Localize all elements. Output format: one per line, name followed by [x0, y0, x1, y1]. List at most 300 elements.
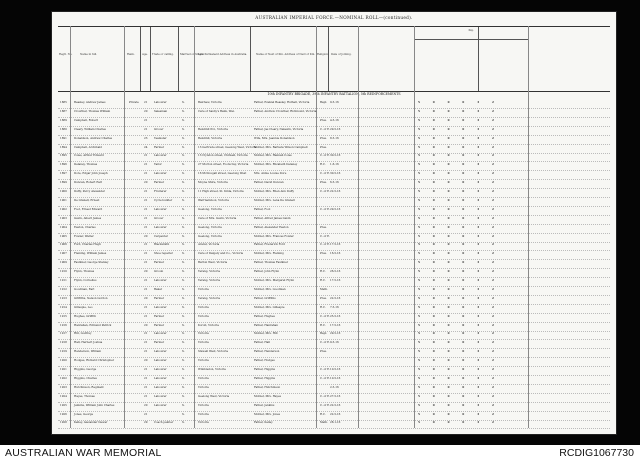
address: Barton West, Victoria	[198, 260, 228, 265]
trade: Blacksmith	[154, 242, 170, 247]
trade: Salesman	[154, 108, 168, 113]
age: 21	[144, 384, 148, 389]
next-of-kin: Father, Alfred James Gavin	[254, 215, 291, 220]
pay-values: 5 0 0 0 3 2	[418, 367, 500, 371]
address: Victoria	[198, 340, 209, 345]
marital-status: S.	[182, 180, 185, 185]
next-of-kin: Father, Thomas Faulkner	[254, 260, 289, 265]
address: Terang, Victoria	[198, 295, 220, 300]
footer-bar	[0, 445, 640, 461]
age: 20	[144, 358, 148, 363]
pay-values: 5 0 0 0 3 2	[418, 171, 500, 176]
regimental-number: 1911	[60, 278, 67, 282]
address: Care of Dalgety and Co., Victoria	[198, 251, 244, 256]
address: Balchew, Victoria	[198, 100, 222, 104]
next-of-kin: Father, Henderson	[254, 349, 280, 354]
soldier-name: Beasley, Andrew James	[74, 100, 106, 104]
marital-status: S.	[182, 135, 185, 140]
header-address: Last Permanent Address in Australia.	[198, 53, 248, 56]
regimental-number: 1914	[60, 304, 67, 309]
next-of-kin: Wife, Mrs. Jeannie Donaldson	[254, 135, 295, 140]
next-of-kin: Father, David Duncan	[254, 180, 284, 185]
trade: Teamster	[154, 135, 167, 140]
next-of-kin: Mother, Mrs. Frances Fowler	[254, 233, 294, 238]
address: Wimbledon, Victoria	[198, 367, 226, 371]
soldier-name: Hutchinson, Reginald	[74, 384, 104, 389]
soldier-name: Faulkner, George Stanley	[74, 260, 109, 265]
date-of-joining: 29-5-16	[330, 331, 341, 336]
religion: C. of E.	[320, 153, 330, 158]
marital-status: S.	[182, 144, 185, 149]
marital-status: S.	[182, 313, 185, 318]
header-rank: Rank.	[127, 53, 135, 56]
regimental-number: 1915	[60, 313, 67, 318]
marital-status: S.	[182, 304, 185, 309]
pay-values: 5 0 0 0 3 2	[418, 153, 500, 158]
address: Stawell West, Victoria	[198, 349, 228, 354]
soldier-name: Griffiths, Nelson Gordon	[74, 295, 108, 300]
next-of-kin: Father, Higgins	[254, 367, 275, 371]
address: Bendinit P.O., Victoria	[198, 126, 228, 131]
religion: Pres.	[320, 224, 327, 229]
soldier-name: Campbell, Robert	[74, 117, 98, 122]
regimental-number: 1906	[60, 242, 67, 247]
trade: Labourer	[154, 304, 167, 309]
date-of-joining: 22-5-16	[330, 402, 341, 407]
soldier-name: Hill, Godfrey	[74, 331, 92, 336]
religion: Pres.	[320, 295, 327, 300]
soldier-name: Higgins, George	[74, 367, 97, 371]
regimental-number: 1912	[60, 286, 67, 291]
marital-status: S.	[182, 331, 185, 336]
trade: Farmer	[154, 340, 164, 345]
marital-status: S.	[182, 189, 185, 193]
marital-status: S.	[182, 367, 185, 371]
regimental-number: 1919	[60, 349, 67, 354]
pay-values: 5 0 0 0 3 2	[418, 108, 500, 113]
religion: C. of E.	[320, 171, 330, 176]
marital-status: S.	[182, 162, 185, 167]
column-divider	[150, 27, 151, 91]
date-of-joining: 17-5-16	[330, 242, 341, 247]
age: 21	[144, 251, 148, 256]
next-of-kin: Father, Frederick Ford	[254, 242, 285, 247]
address: Victoria	[198, 402, 209, 407]
trade: Farmer	[154, 144, 164, 149]
header-age: Age.	[142, 53, 148, 56]
soldier-name: Kelley, Alexander Dewar	[74, 420, 108, 425]
soldier-name: Gillespie, Leo	[74, 304, 93, 309]
religion: R.C.	[320, 278, 326, 282]
pay-values: 5 0 0 0 3 2	[418, 162, 500, 167]
address: Geelong, Victoria	[198, 206, 222, 211]
religion: C. of E.	[320, 393, 330, 398]
religion: C. of E.	[320, 367, 330, 371]
trade: Farmer	[154, 295, 164, 300]
pay-values: 5 0 0 0 3 2	[418, 384, 500, 389]
address: Victoria	[198, 411, 209, 416]
age: 21	[144, 313, 148, 318]
pay-values: 5 0 0 0 3 2	[418, 189, 500, 193]
trade: Labourer	[154, 171, 167, 176]
date-of-joining: 28-1-16	[330, 420, 341, 425]
marital-status: S.	[182, 251, 185, 256]
age: 20	[144, 108, 148, 113]
religion: R.C.	[320, 269, 326, 274]
soldier-name: Higgins, Charles	[74, 375, 97, 380]
soldier-name: Hanrahan, Edmund Patrick	[74, 322, 112, 327]
next-of-kin: Mother, Mrs. Ellen Ann Duffy	[254, 189, 295, 193]
marital-status: S.	[182, 402, 185, 407]
regimental-number: 1891	[60, 135, 67, 140]
regimental-number: 1907	[60, 251, 67, 256]
next-of-kin: Father, Hughes	[254, 313, 275, 318]
age: 21	[144, 340, 148, 345]
marital-status: S.	[182, 171, 185, 176]
header-pay: Pay.	[414, 29, 528, 40]
regimental-number: 1889	[60, 117, 67, 122]
trade: Labourer	[154, 384, 167, 389]
regimental-number: 1885	[60, 100, 67, 104]
marital-status: S.	[182, 260, 185, 265]
soldier-name: Duncan, Robert Earl	[74, 180, 103, 185]
marital-status: S.	[182, 322, 185, 327]
date-of-joining: 17-5-16	[330, 278, 341, 282]
next-of-kin: Mother, Mrs. Lena De Granell	[254, 197, 295, 202]
age: 21	[144, 206, 148, 211]
pay-values: 5 0 0 0 3 2	[418, 117, 500, 122]
soldier-name: Cleary, William Charles	[74, 126, 106, 131]
pay-values: 5 0 0 0 3 2	[418, 393, 500, 398]
date-of-joining: 17-5-16	[330, 322, 341, 327]
pay-values: 5 0 0 0 3 2	[418, 135, 500, 140]
pay-values: 5 0 0 0 3 2	[418, 295, 500, 300]
page-title: AUSTRALIAN IMPERIAL FORCE.—NOMINAL ROLL—(continued).	[255, 15, 413, 20]
header-next-of-kin: Name of Next of Kin. Address of Next of Kin.	[256, 53, 316, 56]
age: 21	[144, 349, 148, 354]
religion: C. of E.	[320, 189, 330, 193]
date-of-joining: 29-5-16	[330, 126, 341, 131]
next-of-kin: Father, Foot	[254, 206, 271, 211]
date-of-joining: 10-5-16	[330, 375, 341, 380]
pay-values: 5 0 0 0 3 2	[418, 260, 500, 265]
religion: R.C.	[320, 322, 326, 327]
regimental-number: 1909	[60, 260, 67, 265]
pay-values: 5 0 0 0 3 2	[418, 358, 500, 363]
date-of-joining: 2-5-16	[330, 384, 339, 389]
age: 21	[144, 189, 148, 193]
next-of-kin: Mother, Mrs. Jones	[254, 411, 280, 416]
regimental-number: 1897	[60, 171, 67, 176]
regimental-number: 1903	[60, 215, 67, 220]
trade: Labourer	[154, 206, 167, 211]
trade: Fruiterer	[154, 189, 167, 193]
soldier-name: Hall, Herbert Joshua	[74, 340, 103, 345]
marital-status: S.	[182, 215, 185, 220]
trade: Labourer	[154, 402, 167, 407]
soldier-name: Dore, Edgar John Joseph	[74, 171, 108, 176]
age: 21	[144, 162, 148, 167]
age: 20	[144, 180, 148, 185]
marital-status: S.	[182, 117, 185, 122]
regimental-number: 1917	[60, 331, 67, 336]
address: Bendinit, Victoria	[198, 135, 222, 140]
address: Victoria	[198, 375, 209, 380]
marital-status: S.	[182, 153, 185, 158]
next-of-kin: Father, Hall	[254, 340, 271, 345]
religion: C. of E.	[320, 375, 330, 380]
marital-status: S.	[182, 375, 185, 380]
pay-values: 5 0 0 0 3 2	[418, 242, 500, 247]
trade: Labourer	[154, 375, 167, 380]
address: 16 McDougall street, Geelong West	[198, 171, 247, 176]
regimental-number: 1902	[60, 206, 67, 211]
age: 20	[144, 295, 148, 300]
trade: Labourer	[154, 153, 167, 158]
address: Victoria	[198, 313, 209, 318]
soldier-name: Duffy, Percy Alexander	[74, 189, 105, 193]
date-of-joining: 22-5-16	[330, 189, 341, 193]
soldier-name: Donaldson, Andrew Charles	[74, 135, 113, 140]
age: 21	[144, 331, 148, 336]
trade: Farmer	[154, 322, 164, 327]
next-of-kin: Mother, Mrs. Elizabeth Delaney	[254, 162, 298, 167]
address: Geelong, Victoria	[198, 233, 222, 238]
pay-values: 5 0 0 0 3 2	[418, 402, 500, 407]
trade: Cycle builder	[154, 197, 173, 202]
column-divider	[250, 27, 251, 91]
trade: Labourer	[154, 367, 167, 371]
next-of-kin: Mother, Mrs. Hill	[254, 331, 278, 336]
next-of-kin: Mother, Mrs. Barbara Wilson Campbell	[254, 144, 308, 149]
next-of-kin: Father, Andrew Crowther, Richmond, Victoria	[254, 108, 317, 113]
document-page	[52, 12, 616, 434]
nominal-roll-rows	[58, 99, 610, 428]
soldier-name: Coles, Arthur Edward	[74, 153, 104, 158]
marital-status: S.	[182, 206, 185, 211]
soldier-name: Flynn, Thomas	[74, 269, 95, 274]
address: Moyne Shire, Victoria	[198, 180, 228, 185]
religion: Bapt.	[320, 331, 328, 336]
regimental-number: 1916	[60, 322, 67, 327]
next-of-kin: Mother, Mrs. Margaret Flynn	[254, 278, 295, 282]
soldier-name: Gavin, Albert James	[74, 215, 102, 220]
religion: Pres.	[320, 135, 327, 140]
date-of-joining: 26-5-16	[330, 269, 341, 274]
age: 24	[144, 144, 148, 149]
next-of-kin: Mother, Mrs. Hayes	[254, 393, 282, 398]
header-married: Married or Single.	[180, 53, 205, 56]
section-heading: 10th INFANTRY BRIGADE, 39th INFANTRY BATTALION, 5th REINFORCEMENTS	[267, 92, 401, 96]
marital-status: S.	[182, 242, 185, 247]
age: 21	[144, 375, 148, 380]
regimental-number: 1895	[60, 153, 67, 158]
pay-values: 5 0 0 0 3 2	[418, 411, 500, 416]
regimental-number: 1904	[60, 224, 67, 229]
marital-status: S.	[182, 340, 185, 345]
trade: Groom	[154, 269, 164, 274]
pay-values: 5 0 0 0 3 2	[418, 100, 500, 104]
religion: C. of E.	[320, 233, 330, 238]
address: Terang, Victoria	[198, 278, 220, 282]
regimental-number: 1928	[60, 420, 67, 425]
soldier-name: Jones, George	[74, 411, 94, 416]
pay-values: 5 0 0 0 3 2	[418, 206, 500, 211]
header-name: Name in full.	[80, 53, 98, 56]
date-of-joining: 8-5-16	[330, 135, 339, 140]
regimental-number: 1896	[60, 162, 67, 167]
marital-status: S.	[182, 384, 185, 389]
regimental-number: 1925	[60, 402, 67, 407]
trade: Labourer	[154, 278, 167, 282]
pay-values: 5 0 0 0 3 2	[418, 322, 500, 327]
regimental-number: 1910	[60, 269, 67, 274]
religion: Pres.	[320, 251, 327, 256]
date-of-joining: 1-6-16	[330, 162, 339, 167]
next-of-kin: Mother, Mrs. Fleming	[254, 251, 284, 256]
soldier-name: Jenkins, William John Charles	[74, 402, 115, 407]
regimental-number: 1894	[60, 144, 67, 149]
soldier-name: De Granell, Ernest	[74, 197, 100, 202]
regimental-number: 1923	[60, 384, 67, 389]
next-of-kin: Mother, Mrs. Gillespie	[254, 304, 285, 309]
pay-values: 5 0 0 0 3 2	[418, 197, 500, 202]
address: Care of Mrs. Gavin, Victoria	[198, 215, 237, 220]
marital-status: S.	[182, 197, 185, 202]
marital-status: S.	[182, 100, 185, 104]
next-of-kin: Father, Jenkins	[254, 402, 275, 407]
religion: Pres.	[320, 144, 327, 149]
soldier-name: Hayes, Thomas	[74, 393, 95, 398]
marital-status: S.	[182, 349, 185, 354]
trade: Farmer	[154, 260, 164, 265]
column-divider	[328, 27, 329, 91]
trade: Labourer	[154, 393, 167, 398]
age: 21	[144, 393, 148, 398]
soldier-name: Fleming, William James	[74, 251, 107, 256]
pay-values: 5 0 0 0 3 2	[418, 126, 500, 131]
age: 21	[144, 153, 148, 158]
pay-values: 5 0 0 0 3 2	[418, 304, 500, 309]
next-of-kin: Father, Jas Cleary, Nalawin, Victoria	[254, 126, 304, 131]
address: Care of Saxby's Bank, Wal-	[198, 108, 235, 113]
address: Victoria	[198, 286, 209, 291]
header-trade: Trade or calling.	[152, 53, 174, 56]
date-of-joining: 6-5-16	[330, 180, 339, 185]
pay-values: 5 0 0 0 3 2	[418, 420, 500, 425]
soldier-name: Goodman, Earl	[74, 286, 95, 291]
soldier-name: Henderson, William	[74, 349, 102, 354]
trade: Baker	[154, 286, 163, 291]
regimental-number: 1922	[60, 375, 67, 380]
age: 21	[144, 260, 148, 265]
marital-status: S.	[182, 393, 185, 398]
religion: C. of E.	[320, 402, 330, 407]
religion: Pres.	[320, 117, 327, 122]
age: 21	[144, 242, 148, 247]
religion: Pres.	[320, 180, 327, 185]
regimental-number: 1913	[60, 295, 67, 300]
regimental-number: 1924	[60, 393, 67, 398]
age: 21	[144, 304, 148, 309]
pay-values: 5 0 0 0 3 2	[418, 375, 500, 380]
trade: Farmer	[154, 313, 164, 318]
marital-status: S.	[182, 269, 185, 274]
religion: C. of E.	[320, 340, 330, 345]
next-of-kin: Mother, Mrs. Hannah Coles	[254, 153, 292, 158]
soldier-name: Easton, Charles	[74, 224, 96, 229]
table-row	[58, 419, 610, 429]
trade: Labourer	[154, 331, 167, 336]
trade: Grocer	[154, 126, 164, 131]
header-religion: Religion.	[317, 53, 329, 56]
age: 20	[144, 322, 148, 327]
trade: Grocer	[154, 215, 164, 220]
marital-status: S.	[182, 286, 185, 291]
next-of-kin: Father, Ezekiel Beasley, Ruthell, Victoria	[254, 100, 310, 104]
next-of-kin: Father, Hanrahan	[254, 322, 279, 327]
regimental-number: 1920	[60, 358, 67, 363]
trade: Labourer	[154, 358, 167, 363]
column-divider	[140, 27, 141, 91]
trade: Carpenter	[154, 233, 168, 238]
religion: Meth.	[320, 286, 329, 291]
pay-values: 5 0 0 0 3 2	[418, 278, 500, 282]
soldier-name: Crowther, Thomas William	[74, 108, 111, 113]
rank: Private	[129, 100, 139, 104]
address: Warrnambool, Victoria	[198, 197, 229, 202]
religion: C. of E.	[320, 313, 330, 318]
marital-status: S.	[182, 295, 185, 300]
address: 13 Gertrude street, Geelong West, Victoria	[198, 144, 257, 149]
pay-values: 5 0 0 0 3 2	[418, 313, 500, 318]
date-of-joining: 30-5-16	[330, 153, 341, 158]
trade: Labourer	[154, 349, 167, 354]
pay-values: 5 0 0 0 3 2	[418, 180, 500, 185]
pay-values: 5 0 0 0 3 2	[418, 340, 500, 345]
next-of-kin: Father, Higgins	[254, 375, 275, 380]
regimental-number: 1899	[60, 180, 67, 185]
address: 27 Morton street, Footscray, Victoria	[198, 162, 249, 167]
regimental-number: 1901	[60, 197, 67, 202]
age: 21	[144, 100, 148, 104]
date-of-joining: 29-5-16	[330, 206, 341, 211]
pay-values: 5 0 0 0 3 2	[418, 233, 500, 238]
religion: Pres.	[320, 349, 327, 354]
age: 21	[144, 126, 148, 131]
address: Victoria	[198, 420, 209, 425]
next-of-kin: Father, John Flynn	[254, 269, 280, 274]
pay-values: 5 0 0 0 3 2	[418, 251, 500, 256]
trade: Shoe repairer	[154, 251, 173, 256]
trade: Labourer	[154, 100, 167, 104]
address: Victoria	[198, 384, 209, 389]
age: 21	[144, 286, 148, 291]
pay-values: 5 0 0 0 3 2	[418, 144, 500, 149]
date-of-joining: 16-5-16	[330, 251, 341, 256]
age: 20	[144, 269, 148, 274]
header-date: Date of Joining.	[331, 53, 352, 56]
religion: R.C.	[320, 411, 326, 416]
age: 20	[144, 233, 148, 238]
religion: R.C.	[320, 304, 326, 309]
next-of-kin: Father, Alexander Easton	[254, 224, 289, 229]
soldier-name: Foot, Ernest Edward	[74, 206, 103, 211]
religion: C. of E.	[320, 242, 330, 247]
pay-values: 5 0 0 0 3 2	[418, 349, 500, 354]
regimental-number: 1880	[60, 126, 67, 131]
marital-status: S.	[182, 420, 185, 425]
